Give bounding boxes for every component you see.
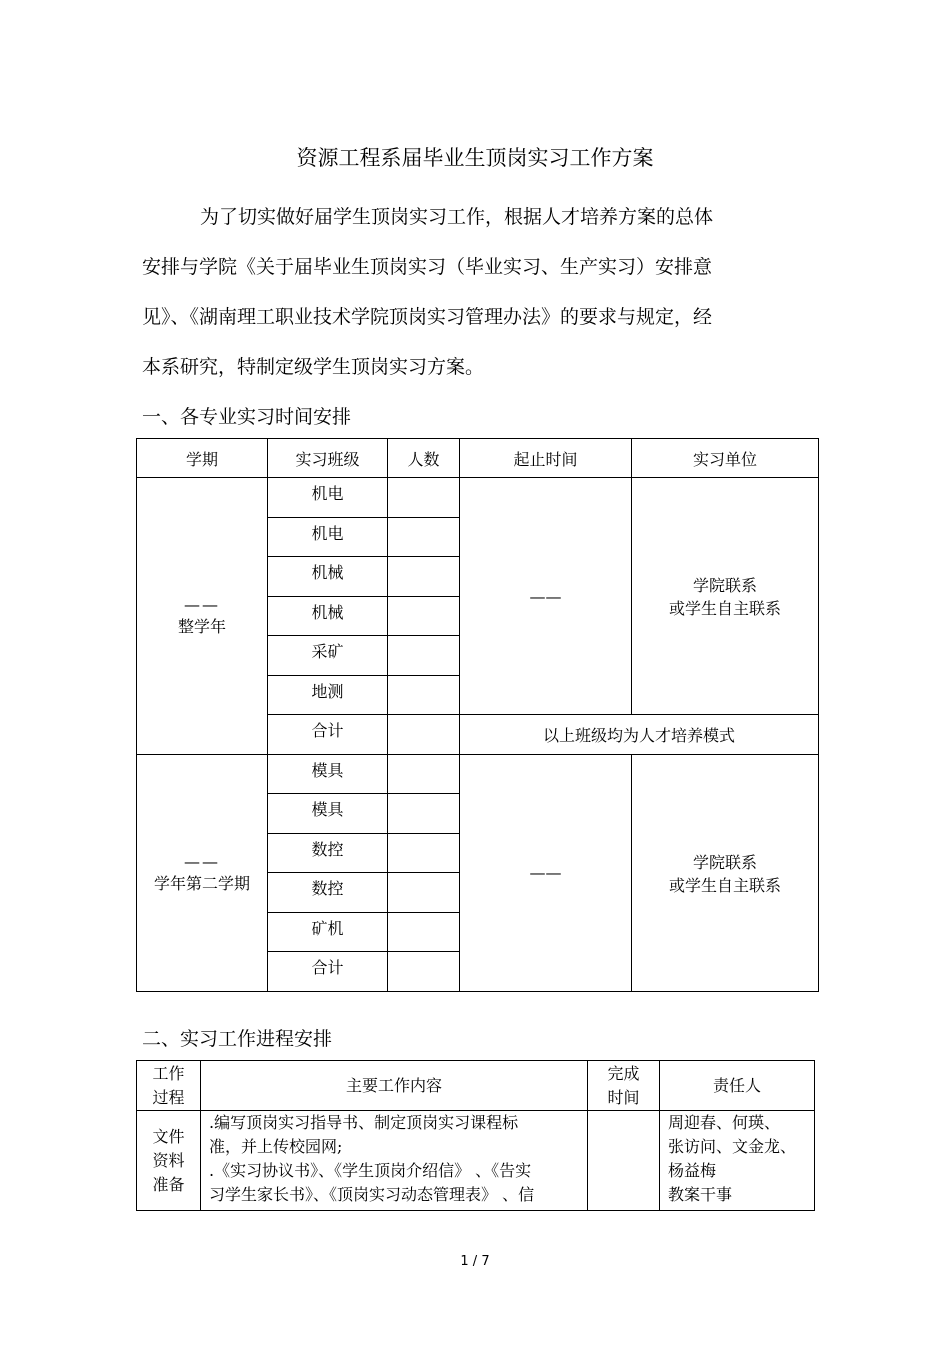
count-cell xyxy=(388,715,460,755)
class-cell: 机械 xyxy=(268,557,388,597)
header-cell: 实习单位 xyxy=(632,439,819,478)
table-row xyxy=(137,754,819,794)
class-cell: 采矿 xyxy=(268,636,388,676)
intro-line: 为了切实做好届学生顶岗实习工作，根据人才培养方案的总体 xyxy=(200,206,714,228)
unit-line: 或学生自主联系 xyxy=(668,875,781,895)
process-line: 准备 xyxy=(152,1175,185,1194)
header-cell: 学期 xyxy=(137,439,268,478)
mode-note-cell: 以上班级均为人才培养模式 xyxy=(460,715,819,755)
class-cell: 矿机 xyxy=(268,912,388,952)
content-cell xyxy=(201,1111,588,1211)
table-row xyxy=(137,1111,815,1211)
intro-line: 安排与学院《关于届毕业生顶岗实习（毕业实习、生产实习）安排意 xyxy=(142,256,713,278)
content-line: 准，并上传校园网; xyxy=(209,1137,343,1156)
unit-line: 学院联系 xyxy=(692,576,757,595)
page-number: 1 / 7 xyxy=(460,1254,490,1269)
class-cell: 机电 xyxy=(268,478,388,518)
class-cell: 数控 xyxy=(268,833,388,873)
class-cell: 数控 xyxy=(268,873,388,913)
count-cell xyxy=(388,596,460,636)
header-cell: 实习班级 xyxy=(268,439,388,478)
page-title: 资源工程系届毕业生顶岗实习工作方案 xyxy=(296,146,654,170)
owner-cell xyxy=(660,1111,815,1211)
header-cell: 人数 xyxy=(388,439,460,478)
owner-line: 杨益梅 xyxy=(668,1161,717,1180)
class-cell: 模具 xyxy=(268,794,388,834)
count-cell xyxy=(388,636,460,676)
header-cell: 起止时间 xyxy=(460,439,632,478)
class-cell: 机电 xyxy=(268,517,388,557)
table-header-row xyxy=(137,1061,815,1111)
intro-line: 见》、《湖南理工职业技术学院顶岗实习管理办法》的要求与规定，经 xyxy=(142,306,713,328)
count-cell xyxy=(388,557,460,597)
count-cell xyxy=(388,794,460,834)
content-line: 习学生家长书》、《顶岗实习动态管理表》 、信 xyxy=(209,1185,535,1204)
class-cell: 机械 xyxy=(268,596,388,636)
content-line: .编写顶岗实习指导书、制定顶岗实习课程标 xyxy=(209,1113,519,1132)
class-cell: 合计 xyxy=(268,715,388,755)
header-cell: 主要工作内容 xyxy=(201,1061,588,1111)
semester-dash: —— xyxy=(184,594,220,614)
content-line: .《实习协议书》、《学生顶岗介绍信》 、《告实 xyxy=(209,1161,532,1180)
table-header-row xyxy=(137,439,819,478)
intro-paragraph xyxy=(142,192,782,392)
count-cell xyxy=(388,675,460,715)
class-cell: 地测 xyxy=(268,675,388,715)
process-line: 资料 xyxy=(152,1151,185,1170)
semester-dash: —— xyxy=(184,851,220,871)
work-progress-table xyxy=(136,1060,815,1211)
header-line: 时间 xyxy=(607,1087,640,1107)
semester-label: 学年第二学期 xyxy=(153,873,250,893)
header-cell: 责任人 xyxy=(660,1061,815,1111)
process-line: 文件 xyxy=(152,1127,185,1146)
unit-line: 学院联系 xyxy=(692,852,757,872)
owner-line: 周迎春、何瑛、 xyxy=(668,1113,781,1132)
count-cell xyxy=(388,912,460,952)
count-cell xyxy=(388,952,460,992)
header-line: 工作 xyxy=(152,1063,185,1083)
done-time-cell xyxy=(588,1111,660,1211)
owner-line: 张访问、文金龙、 xyxy=(668,1137,797,1156)
intro-line: 本系研究，特制定级学生顶岗实习方案。 xyxy=(142,356,485,378)
semester-cell xyxy=(137,754,268,991)
process-cell xyxy=(137,1111,201,1211)
header-line: 过程 xyxy=(152,1087,185,1107)
internship-schedule-table xyxy=(136,438,819,992)
unit-cell xyxy=(632,478,819,715)
count-cell xyxy=(388,873,460,913)
header-cell xyxy=(137,1061,201,1111)
section2-heading: 二、实习工作进程安排 xyxy=(142,1028,333,1050)
table-row xyxy=(137,478,819,518)
class-cell: 合计 xyxy=(268,952,388,992)
semester-label: 整学年 xyxy=(177,616,226,636)
unit-line: 或学生自主联系 xyxy=(668,599,781,618)
count-cell xyxy=(388,833,460,873)
class-cell: 模具 xyxy=(268,754,388,794)
time-cell: —— xyxy=(460,754,632,991)
count-cell xyxy=(388,754,460,794)
section1-heading: 一、各专业实习时间安排 xyxy=(142,406,352,428)
time-cell: —— xyxy=(460,478,632,715)
count-cell xyxy=(388,517,460,557)
header-cell xyxy=(588,1061,660,1111)
owner-line: 教案干事 xyxy=(668,1185,733,1204)
semester-cell xyxy=(137,478,268,755)
unit-cell xyxy=(632,754,819,991)
header-line: 完成 xyxy=(607,1063,640,1083)
count-cell xyxy=(388,478,460,518)
